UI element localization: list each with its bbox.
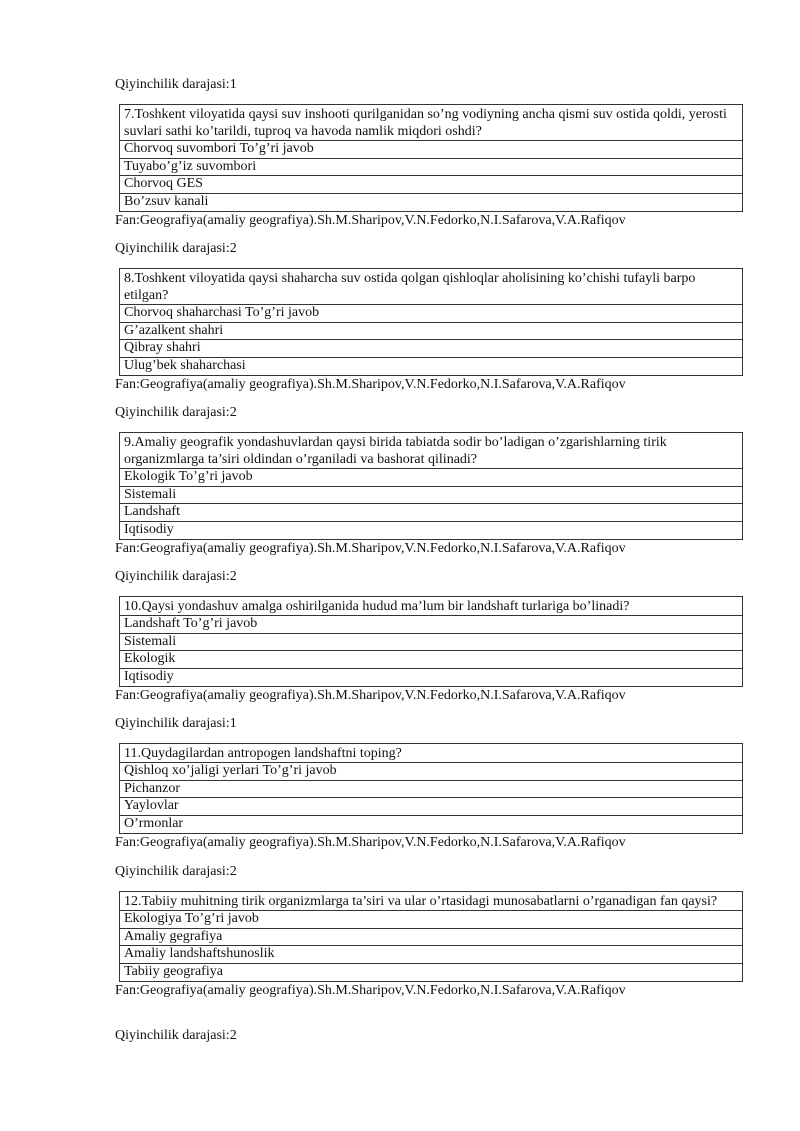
question-text: 7.Toshkent viloyatida qaysi suv inshooti qurilganidan so’ng vodiyning ancha qismi suv ostida qoldi, yerosti suvlari sathi ko’tarildi, tuproq va havoda namlik miqdori oshdi? <box>120 105 742 141</box>
difficulty-level: Qiyinchilik darajasi:2 <box>115 569 237 584</box>
question-table <box>119 891 743 982</box>
answer-option: Chorvoq GES <box>120 176 742 194</box>
answer-option: Yaylovlar <box>120 798 742 816</box>
difficulty-level: Qiyinchilik darajasi:1 <box>115 77 237 92</box>
answer-option: Pichanzor <box>120 781 742 799</box>
question-block <box>115 568 743 704</box>
answer-option: Ekologik To’g’ri javob <box>120 469 742 487</box>
answer-option: Tabiiy geografiya <box>124 963 223 979</box>
difficulty-level: Qiyinchilik darajasi:2 <box>115 864 237 879</box>
question-block <box>115 404 743 557</box>
answer-option: Tuyabo’g’iz suvombori <box>120 159 742 177</box>
source-line: Fan:Geografiya(amaliy geografiya).Sh.M.Sharipov,V.N.Fedorko,N.I.Safarova,V.A.Rafiqov <box>115 688 626 703</box>
question-block <box>115 1027 743 1044</box>
answer-option: Iqtisodiy <box>124 668 174 684</box>
difficulty-level: Qiyinchilik darajasi:1 <box>115 716 237 731</box>
answer-option: Qishloq xo’jaligi yerlari To’g’ri javob <box>120 763 742 781</box>
question-block <box>115 76 743 229</box>
question-block <box>115 715 743 851</box>
answer-option: Ekologik <box>120 651 742 669</box>
answer-option: Amaliy gegrafiya <box>120 929 742 947</box>
question-table <box>119 432 743 540</box>
question-table <box>119 743 743 834</box>
question-block <box>115 863 743 999</box>
answer-option: Landshaft <box>120 504 742 522</box>
question-text: 12.Tabiiy muhitning tirik organizmlarga ta’siri va ular o’rtasidagi munosabatlarni o’rganadigan fan qaysi? <box>120 892 742 911</box>
question-text: 11.Quydagilardan antropogen landshaftni toping? <box>120 744 742 763</box>
answer-option: Chorvoq shaharchasi To’g’ri javob <box>120 305 742 323</box>
question-table <box>119 104 743 212</box>
question-text: 10.Qaysi yondashuv amalga oshirilganida hudud ma’lum bir landshaft turlariga bo’linadi? <box>120 597 742 616</box>
difficulty-level: Qiyinchilik darajasi:2 <box>115 241 237 256</box>
answer-option: Sistemali <box>120 487 742 505</box>
answer-option: Amaliy landshaftshunoslik <box>120 946 742 964</box>
question-text: 8.Toshkent viloyatida qaysi shaharcha suv ostida qolgan qishloqlar aholisining ko’chishi tufayli barpo etilgan? <box>120 269 742 305</box>
answer-option: Iqtisodiy <box>124 521 174 537</box>
answer-option: Sistemali <box>120 634 742 652</box>
question-table <box>119 596 743 687</box>
answer-option: O’rmonlar <box>124 815 184 831</box>
difficulty-level: Qiyinchilik darajasi:2 <box>115 405 237 420</box>
question-table <box>119 268 743 376</box>
question-text: 9.Amaliy geografik yondashuvlardan qaysi birida tabiatda sodir bo’ladigan o’zgarishlarning tirik organizmlarga ta’siri oldindan o’rganiladi va bashorat qilinadi? <box>120 433 742 469</box>
difficulty-level: Qiyinchilik darajasi:2 <box>115 1028 237 1043</box>
answer-option: Ekologiya To’g’ri javob <box>120 911 742 929</box>
question-block <box>115 240 743 393</box>
answer-option: G’azalkent shahri <box>120 323 742 341</box>
answer-option: Ulug’bek shaharchasi <box>124 357 246 373</box>
source-line: Fan:Geografiya(amaliy geografiya).Sh.M.Sharipov,V.N.Fedorko,N.I.Safarova,V.A.Rafiqov <box>115 213 626 228</box>
source-line: Fan:Geografiya(amaliy geografiya).Sh.M.Sharipov,V.N.Fedorko,N.I.Safarova,V.A.Rafiqov <box>115 835 626 850</box>
source-line: Fan:Geografiya(amaliy geografiya).Sh.M.Sharipov,V.N.Fedorko,N.I.Safarova,V.A.Rafiqov <box>115 983 626 998</box>
answer-option: Qibray shahri <box>120 340 742 358</box>
source-line: Fan:Geografiya(amaliy geografiya).Sh.M.Sharipov,V.N.Fedorko,N.I.Safarova,V.A.Rafiqov <box>115 541 626 556</box>
source-line: Fan:Geografiya(amaliy geografiya).Sh.M.Sharipov,V.N.Fedorko,N.I.Safarova,V.A.Rafiqov <box>115 377 626 392</box>
answer-option: Chorvoq suvombori To’g’ri javob <box>120 141 742 159</box>
answer-option: Landshaft To’g’ri javob <box>120 616 742 634</box>
answer-option: Bo’zsuv kanali <box>124 193 209 209</box>
